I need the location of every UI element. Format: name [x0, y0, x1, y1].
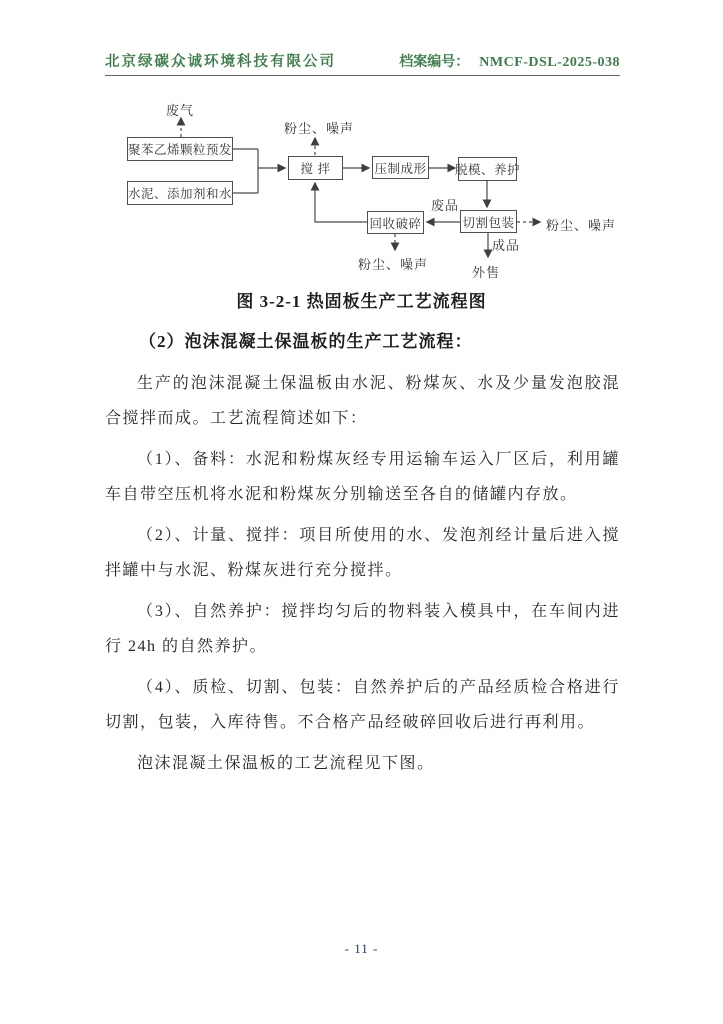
page-number: - 11 -	[344, 941, 379, 956]
figure-caption: 图 3-2-1 热固板生产工艺流程图	[236, 292, 487, 311]
paragraph-intro: 生产的泡沫混凝土保温板由水泥、粉煤灰、水及少量发泡胶混合搅拌而成。工艺流程简述如下：	[105, 375, 620, 427]
flow-node-mixing: 搅 拌	[288, 156, 343, 180]
paragraph-step-1: （1）、备料：水泥和粉煤灰经专用运输车运入厂区后，利用罐车自带空压机将水泥和粉煤灰分别输送至各自的储罐内存放。	[105, 451, 620, 503]
flow-node-cut-pack: 切割包装	[460, 210, 517, 233]
label-waste-gas: 废气	[166, 103, 195, 118]
label-dust-noise-cutting: 粉尘、噪声	[546, 218, 617, 233]
paragraph-step-4: （4）、质检、切割、包装：自然养护后的产品经质检合格进行切割，包装，入库待售。不合格产品经破碎回收后进行再利用。	[105, 679, 620, 731]
paragraph-step-2: （2）、计量、搅拌：项目所使用的水、发泡剂经计量后进入搅拌罐中与水泥、粉煤灰进行充分搅拌。	[105, 527, 620, 579]
document-body	[0, 332, 723, 781]
flow-node-pre-expand: 聚苯乙烯颗粒预发	[127, 137, 233, 161]
flow-node-recycle-crush: 回收破碎	[367, 211, 424, 234]
flow-node-pressing: 压制成形	[372, 156, 429, 179]
archive-label: 档案编号：	[399, 55, 470, 70]
section-heading: （2）泡沫混凝土保温板的生产工艺流程：	[139, 332, 473, 351]
flow-node-demold-cure: 脱模、养护	[458, 157, 517, 181]
company-name: 北京绿碳众诚环境科技有限公司	[105, 54, 336, 70]
paragraph-step-3: （3）、自然养护：搅拌均匀后的物料装入模具中，在车间内进行 24h 的自然养护。	[105, 603, 620, 655]
label-external-sale: 外售	[472, 265, 501, 280]
label-scrap: 废品	[431, 198, 460, 213]
paragraph-see-figure: 泡沫混凝土保温板的工艺流程见下图。	[137, 755, 435, 772]
label-dust-noise-recycle: 粉尘、噪声	[358, 257, 429, 272]
label-finished-product: 成品	[492, 238, 521, 253]
archive-code: NMCF-DSL-2025-038	[479, 55, 620, 70]
process-flowchart	[0, 76, 723, 292]
label-dust-noise-mixing: 粉尘、噪声	[284, 121, 355, 136]
flow-node-cement-additive-water: 水泥、添加剂和水	[127, 181, 233, 205]
document-header	[0, 0, 723, 75]
archive-number	[399, 51, 620, 71]
